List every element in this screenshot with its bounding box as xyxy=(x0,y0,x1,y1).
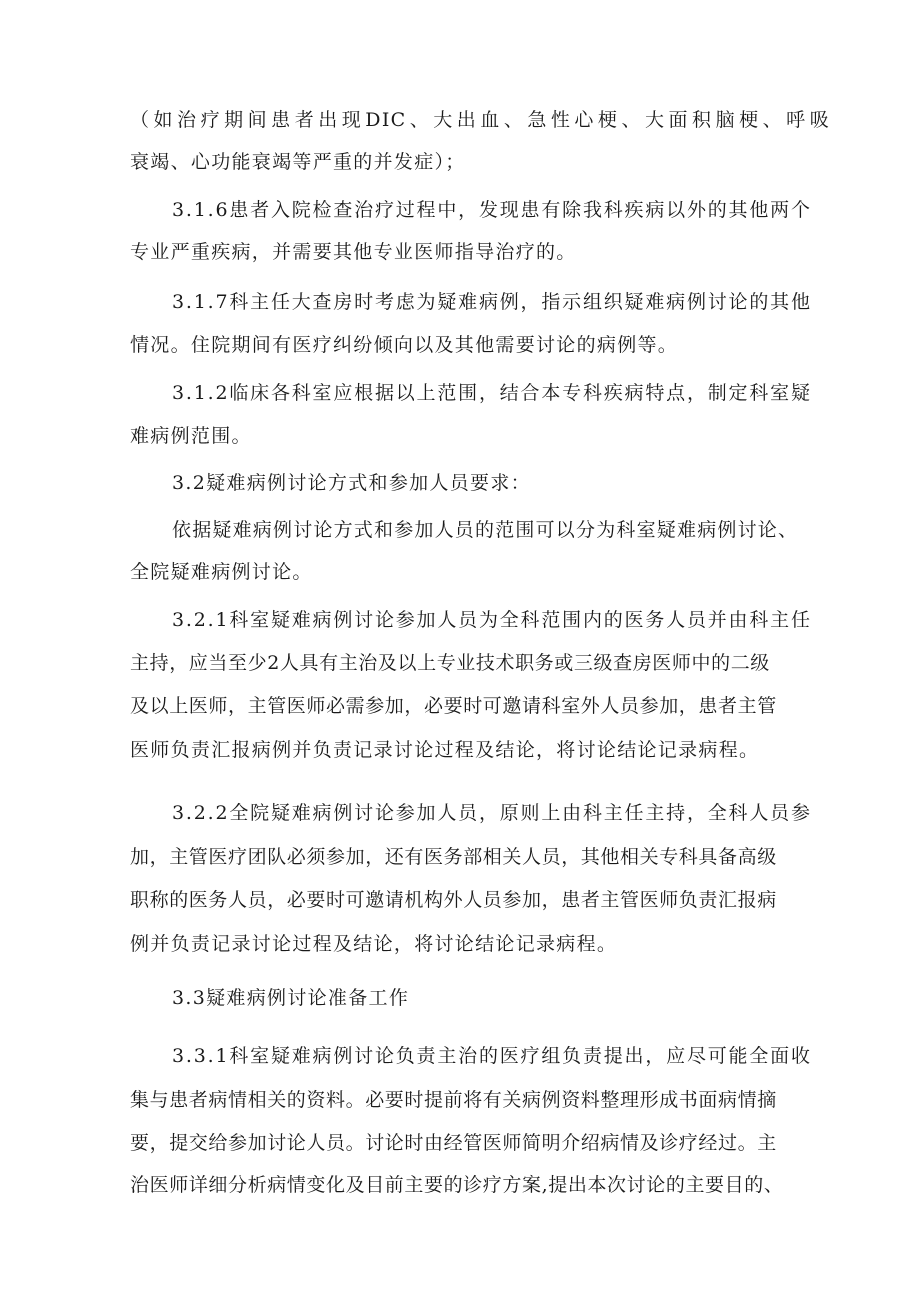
text-line: 加，主管医疗团队必须参加，还有医务部相关人员，其他相关专科具备高级 xyxy=(130,846,777,868)
text-line: 依据疑难病例讨论方式和参加人员的范围可以分为科室疑难病例讨论、 xyxy=(172,519,799,541)
text-line: 主持，应当至少2人具有主治及以上专业技术职务或三级查房医师中的二级 xyxy=(130,652,770,674)
text-line: 治医师详细分析病情变化及目前主要的诊疗方案,提出本次讨论的主要目的、 xyxy=(130,1174,784,1196)
text-line: 职称的医务人员，必要时可邀请机构外人员参加，患者主管医师负责汇报病 xyxy=(130,889,777,911)
text-line: 3.1.6患者入院检查治疗过程中，发现患有除我科疾病以外的其他两个 xyxy=(172,199,812,221)
text-line: 难病例范围。 xyxy=(130,425,252,447)
text-line: 3.1.2临床各科室应根据以上范围，结合本专科疾病特点，制定科室疑 xyxy=(172,382,812,404)
text-line: （如治疗期间患者出现DIC、大出血、急性心梗、大面积脑梗、呼吸 xyxy=(130,109,830,131)
text-line: 3.2.1科室疑难病例讨论参加人员为全科范围内的医务人员并由科主任 xyxy=(172,609,812,631)
text-line: 情况。住院期间有医疗纠纷倾向以及其他需要讨论的病例等。 xyxy=(130,334,679,356)
section-heading: 3.2疑难病例讨论方式和参加人员要求： xyxy=(172,472,531,494)
text-line: 3.1.7科主任大查房时考虑为疑难病例，指示组织疑难病例讨论的其他 xyxy=(172,291,812,313)
text-line: 医师负责汇报病例并负责记录讨论过程及结论，将讨论结论记录病程。 xyxy=(130,739,760,761)
text-line: 集与患者病情相关的资料。必要时提前将有关病例资料整理形成书面病情摘 xyxy=(130,1089,777,1111)
text-line: 3.3.1科室疑难病例讨论负责主治的医疗组负责提出，应尽可能全面收 xyxy=(172,1045,812,1067)
text-line: 专业严重疾病，并需要其他专业医师指导治疗的。 xyxy=(130,241,577,263)
section-heading: 3.3疑难病例讨论准备工作 xyxy=(172,987,410,1009)
text-line: 全院疑难病例讨论。 xyxy=(130,561,313,583)
text-line: 及以上医师，主管医师必需参加，必要时可邀请科室外人员参加，患者主管 xyxy=(130,695,777,717)
text-line: 要，提交给参加讨论人员。讨论时由经管医师简明介绍病情及诊疗经过。主 xyxy=(130,1132,777,1154)
text-line: 衰竭、心功能衰竭等严重的并发症）； xyxy=(130,151,466,173)
text-line: 例并负责记录讨论过程及结论，将讨论结论记录病程。 xyxy=(130,933,618,955)
text-line: 3.2.2全院疑难病例讨论参加人员，原则上由科主任主持，全科人员参 xyxy=(172,802,812,824)
